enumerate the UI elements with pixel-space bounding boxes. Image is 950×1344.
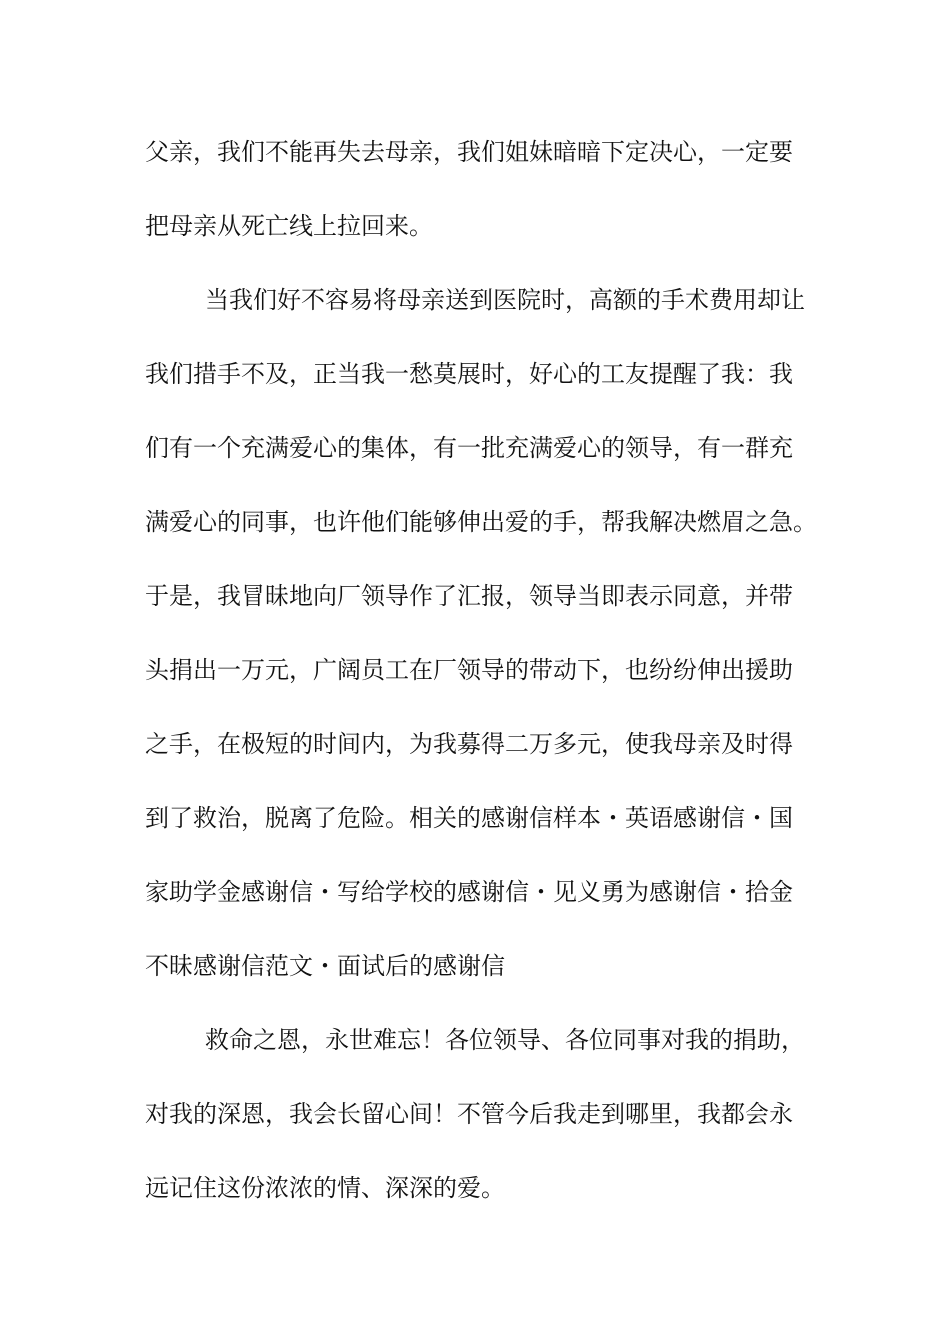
text-line: 们有一个充满爱心的集体，有一批充满爱心的领导，有一群充 xyxy=(145,434,793,462)
text-line: 到了救治，脱离了危险。相关的感谢信样本・英语感谢信・国 xyxy=(145,804,793,832)
text-line: 当我们好不容易将母亲送到医院时，高额的手术费用却让 xyxy=(205,286,805,314)
text-line: 远记住这份浓浓的情、深深的爱。 xyxy=(145,1174,505,1202)
text-line: 救命之恩，永世难忘！各位领导、各位同事对我的捐助， xyxy=(205,1026,805,1054)
text-line: 头捐出一万元，广阔员工在厂领导的带动下，也纷纷伸出援助 xyxy=(145,656,793,684)
text-line: 对我的深恩，我会长留心间！不管今后我走到哪里，我都会永 xyxy=(145,1100,793,1128)
text-line: 父亲，我们不能再失去母亲，我们姐妹暗暗下定决心，一定要 xyxy=(145,138,793,166)
text-line: 满爱心的同事，也许他们能够伸出爱的手，帮我解决燃眉之急。 xyxy=(145,508,817,536)
text-line: 于是，我冒昧地向厂领导作了汇报，领导当即表示同意，并带 xyxy=(145,582,793,610)
text-line: 不昧感谢信范文・面试后的感谢信 xyxy=(145,952,505,980)
text-line: 之手，在极短的时间内，为我募得二万多元，使我母亲及时得 xyxy=(145,730,793,758)
text-line: 我们措手不及，正当我一愁莫展时，好心的工友提醒了我：我 xyxy=(145,360,793,388)
text-line: 家助学金感谢信・写给学校的感谢信・见义勇为感谢信・拾金 xyxy=(145,878,793,906)
text-line: 把母亲从死亡线上拉回来。 xyxy=(145,212,433,240)
